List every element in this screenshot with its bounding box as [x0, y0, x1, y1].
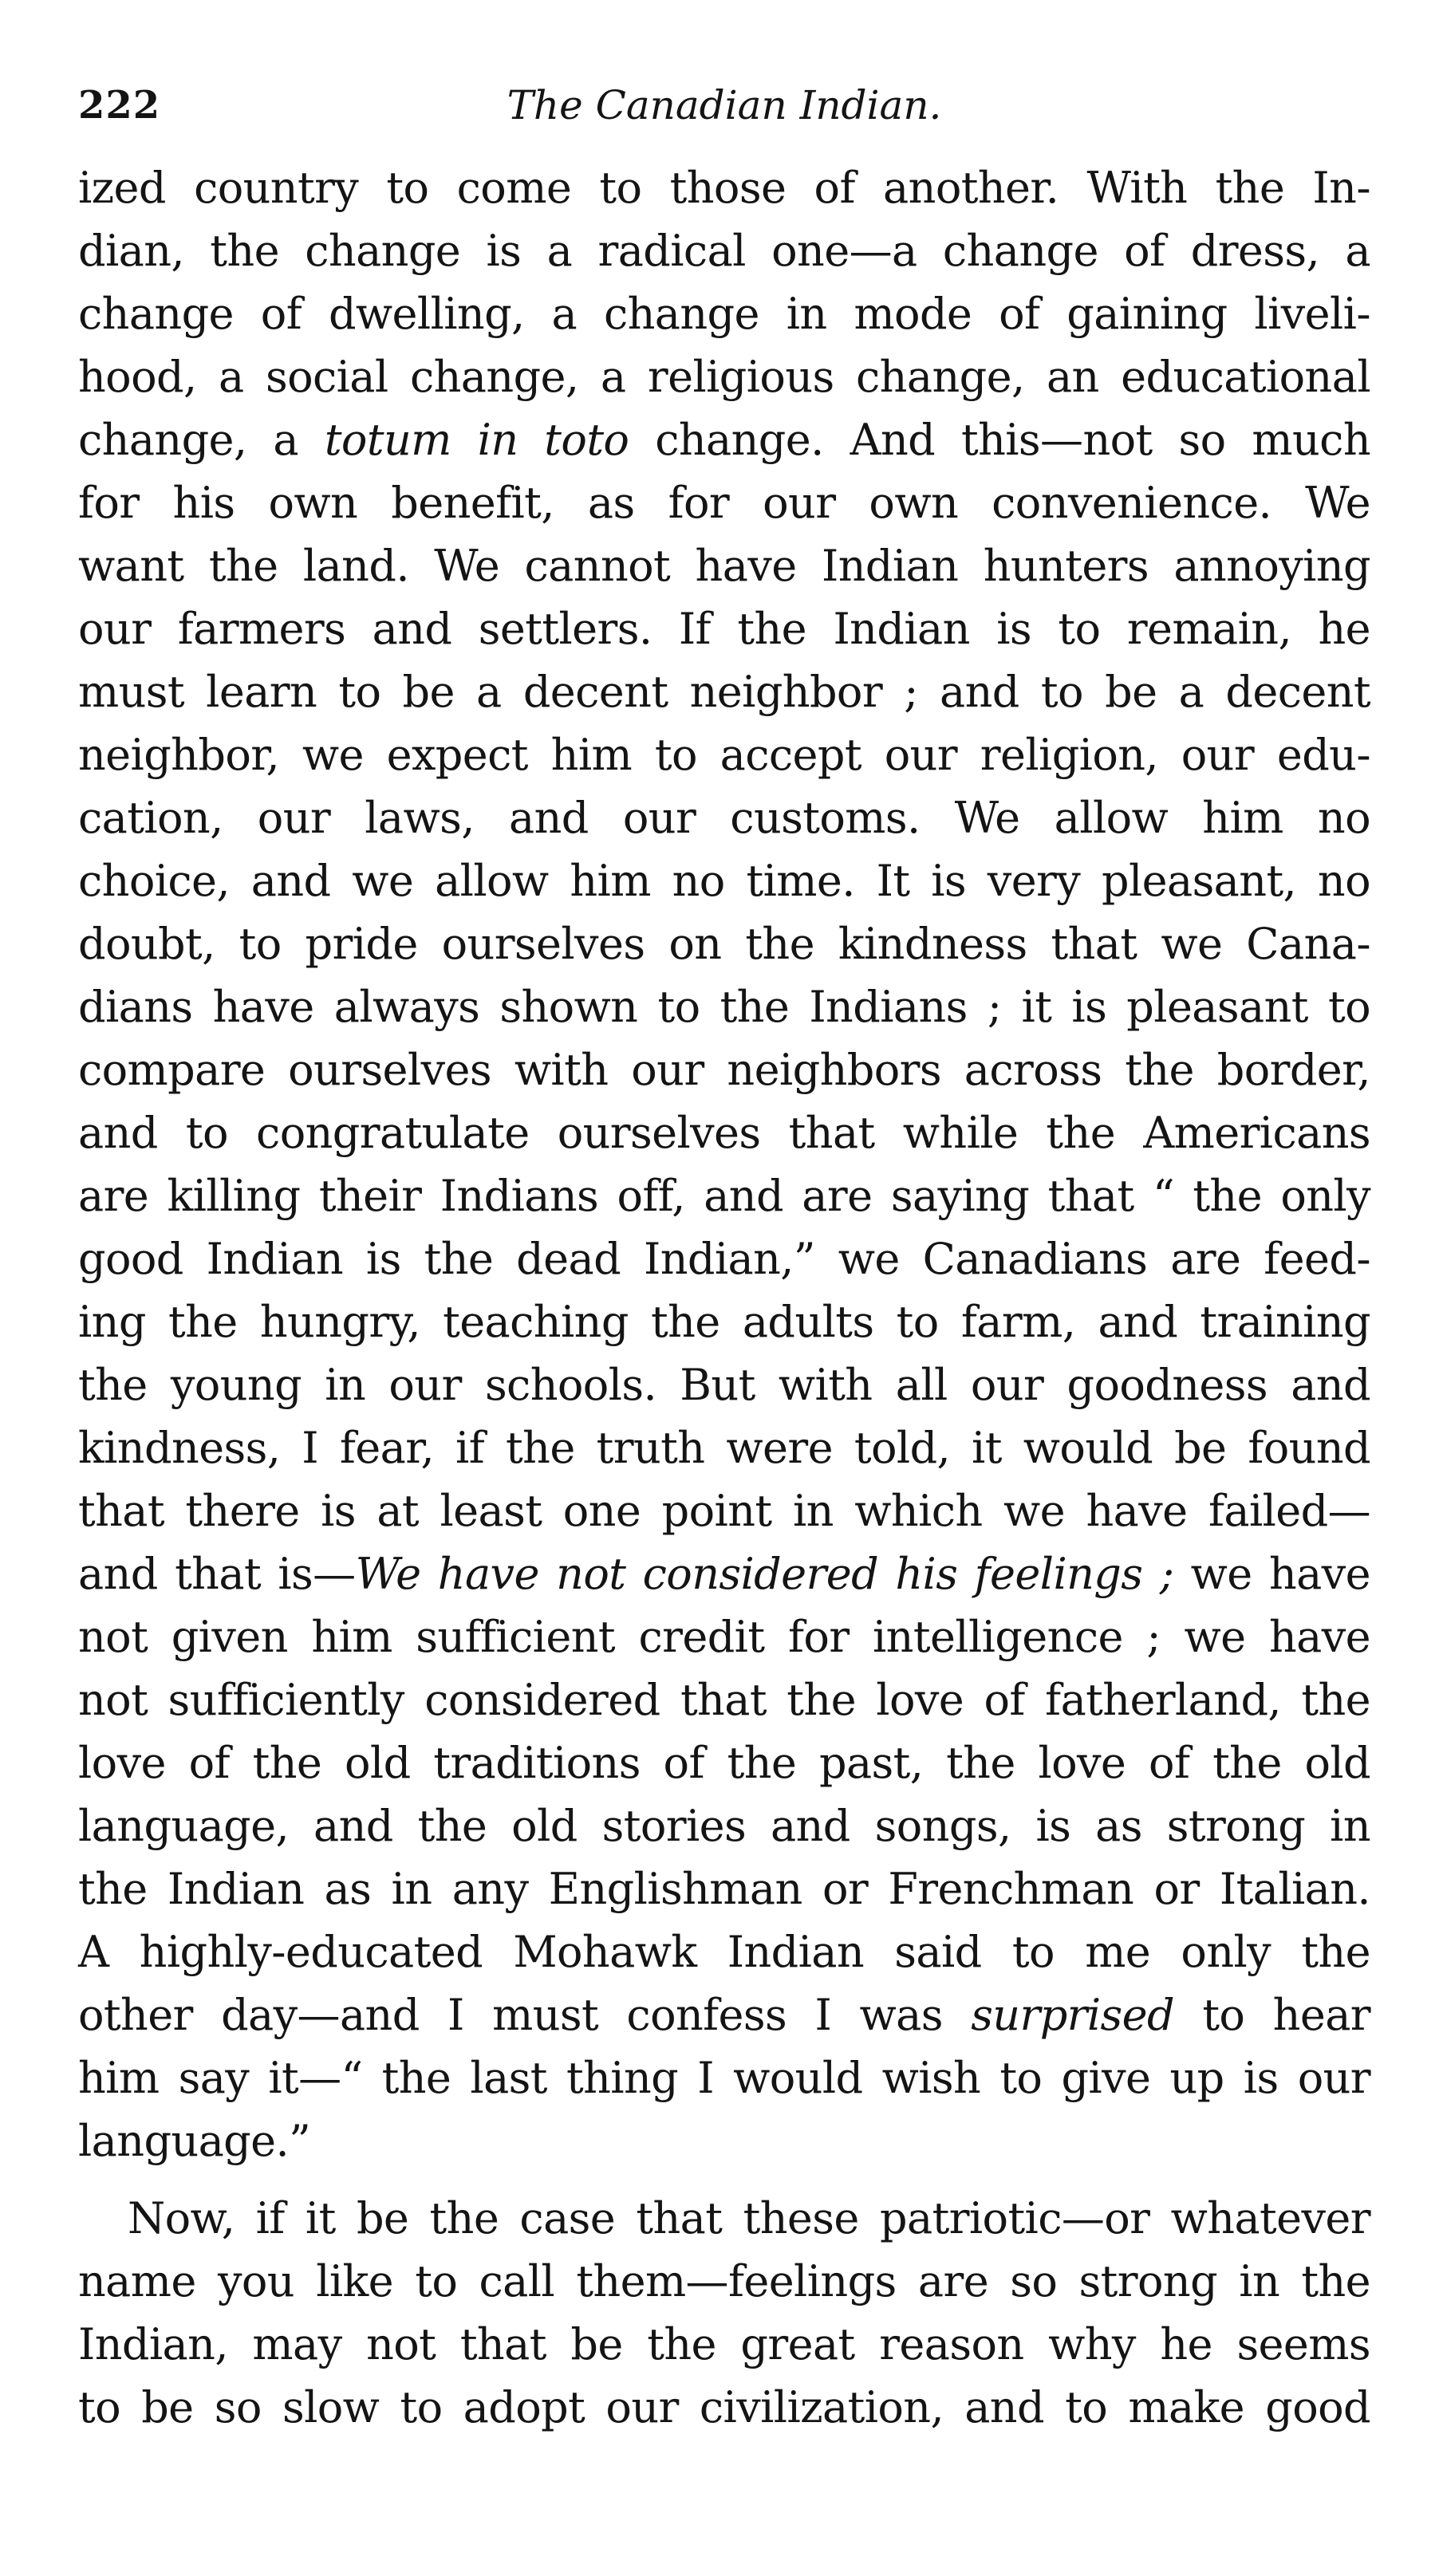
running-title: The Canadian Indian. — [507, 82, 942, 128]
body-text — [78, 156, 1370, 2439]
text-line: good Indian is the dead Indian,” we Canadians are feed- — [78, 1234, 1370, 1284]
text-line: and to congratulate ourselves that while the Americans — [78, 1108, 1370, 1158]
paragraph — [78, 156, 1370, 2172]
text-line: want the land. We cannot have Indian hunters annoying — [78, 541, 1370, 591]
text-line: ized country to come to those of another. With the In- — [78, 163, 1370, 213]
text-line: for his own benefit, as for our own convenience. We — [78, 478, 1370, 528]
text-line: him say it—“ the last thing I would wish to give up is our — [78, 2053, 1370, 2103]
text-line: our farmers and settlers. If the Indian is to remain, he — [78, 604, 1370, 654]
text-line: neighbor, we expect him to accept our religion, our edu- — [78, 730, 1370, 780]
text-line: Indian, may not that be the great reason why he seems — [78, 2319, 1370, 2369]
text-line: language.” — [78, 2116, 311, 2166]
text-line: dian, the change is a radical one—a change of dress, a — [78, 226, 1370, 276]
text-line: love of the old traditions of the past, the love of the old — [78, 1738, 1370, 1788]
text-line: kindness, I fear, if the truth were told, it would be found — [78, 1423, 1370, 1473]
text-line: cation, our laws, and our customs. We allow him no — [78, 793, 1370, 843]
text-line: the young in our schools. But with all our goodness and — [78, 1360, 1370, 1410]
text-line: doubt, to pride ourselves on the kindness that we Cana- — [78, 919, 1370, 969]
paragraph — [78, 2187, 1370, 2439]
text-line: the Indian as in any Englishman or Frenchman or Italian. — [78, 1864, 1370, 1914]
text-line: compare ourselves with our neighbors across the border, — [78, 1045, 1370, 1095]
paragraph-gap — [78, 2172, 1370, 2187]
text-line: that there is at least one point in which we have failed— — [78, 1486, 1370, 1536]
italic-phrase: surprised — [971, 1990, 1174, 2040]
text-line: name you like to call them—feelings are so strong in the — [78, 2256, 1370, 2306]
text-line: language, and the old stories and songs, is as strong in — [78, 1801, 1370, 1851]
text-line: other day—and I must confess I was surprised to hear — [78, 1990, 1371, 2040]
text-line: not sufficiently considered that the love of fatherland, the — [78, 1675, 1370, 1725]
italic-phrase: We have not considered his feelings ; — [355, 1549, 1174, 1599]
text-line: dians have always shown to the Indians ; it is pleasant to — [78, 982, 1370, 1032]
text-line: not given him sufficient credit for intelligence ; we have — [78, 1612, 1370, 1662]
text-line: hood, a social change, a religious change, an educational — [78, 352, 1370, 402]
text-line: A highly-educated Mohawk Indian said to me only the — [78, 1927, 1370, 1977]
text-line: Now, if it be the case that these patriotic—or whatever — [128, 2193, 1370, 2243]
text-line: and that is—We have not considered his feelings ; we have — [78, 1549, 1370, 1599]
text-line: choice, and we allow him no time. It is very pleasant, no — [78, 856, 1370, 906]
text-line: change of dwelling, a change in mode of gaining liveli- — [78, 289, 1370, 339]
text-line: to be so slow to adopt our civilization, and to make good — [78, 2382, 1370, 2432]
text-line: change, a totum in toto change. And this—not so much — [78, 415, 1370, 465]
text-line: are killing their Indians off, and are saying that “ the only — [78, 1171, 1370, 1221]
text-line: ing the hungry, teaching the adults to farm, and training — [78, 1297, 1370, 1347]
page-number: 222 — [78, 83, 161, 128]
running-head — [78, 73, 1370, 137]
text-line: must learn to be a decent neighbor ; and to be a decent — [78, 667, 1370, 717]
italic-phrase: totum in toto — [324, 415, 629, 465]
